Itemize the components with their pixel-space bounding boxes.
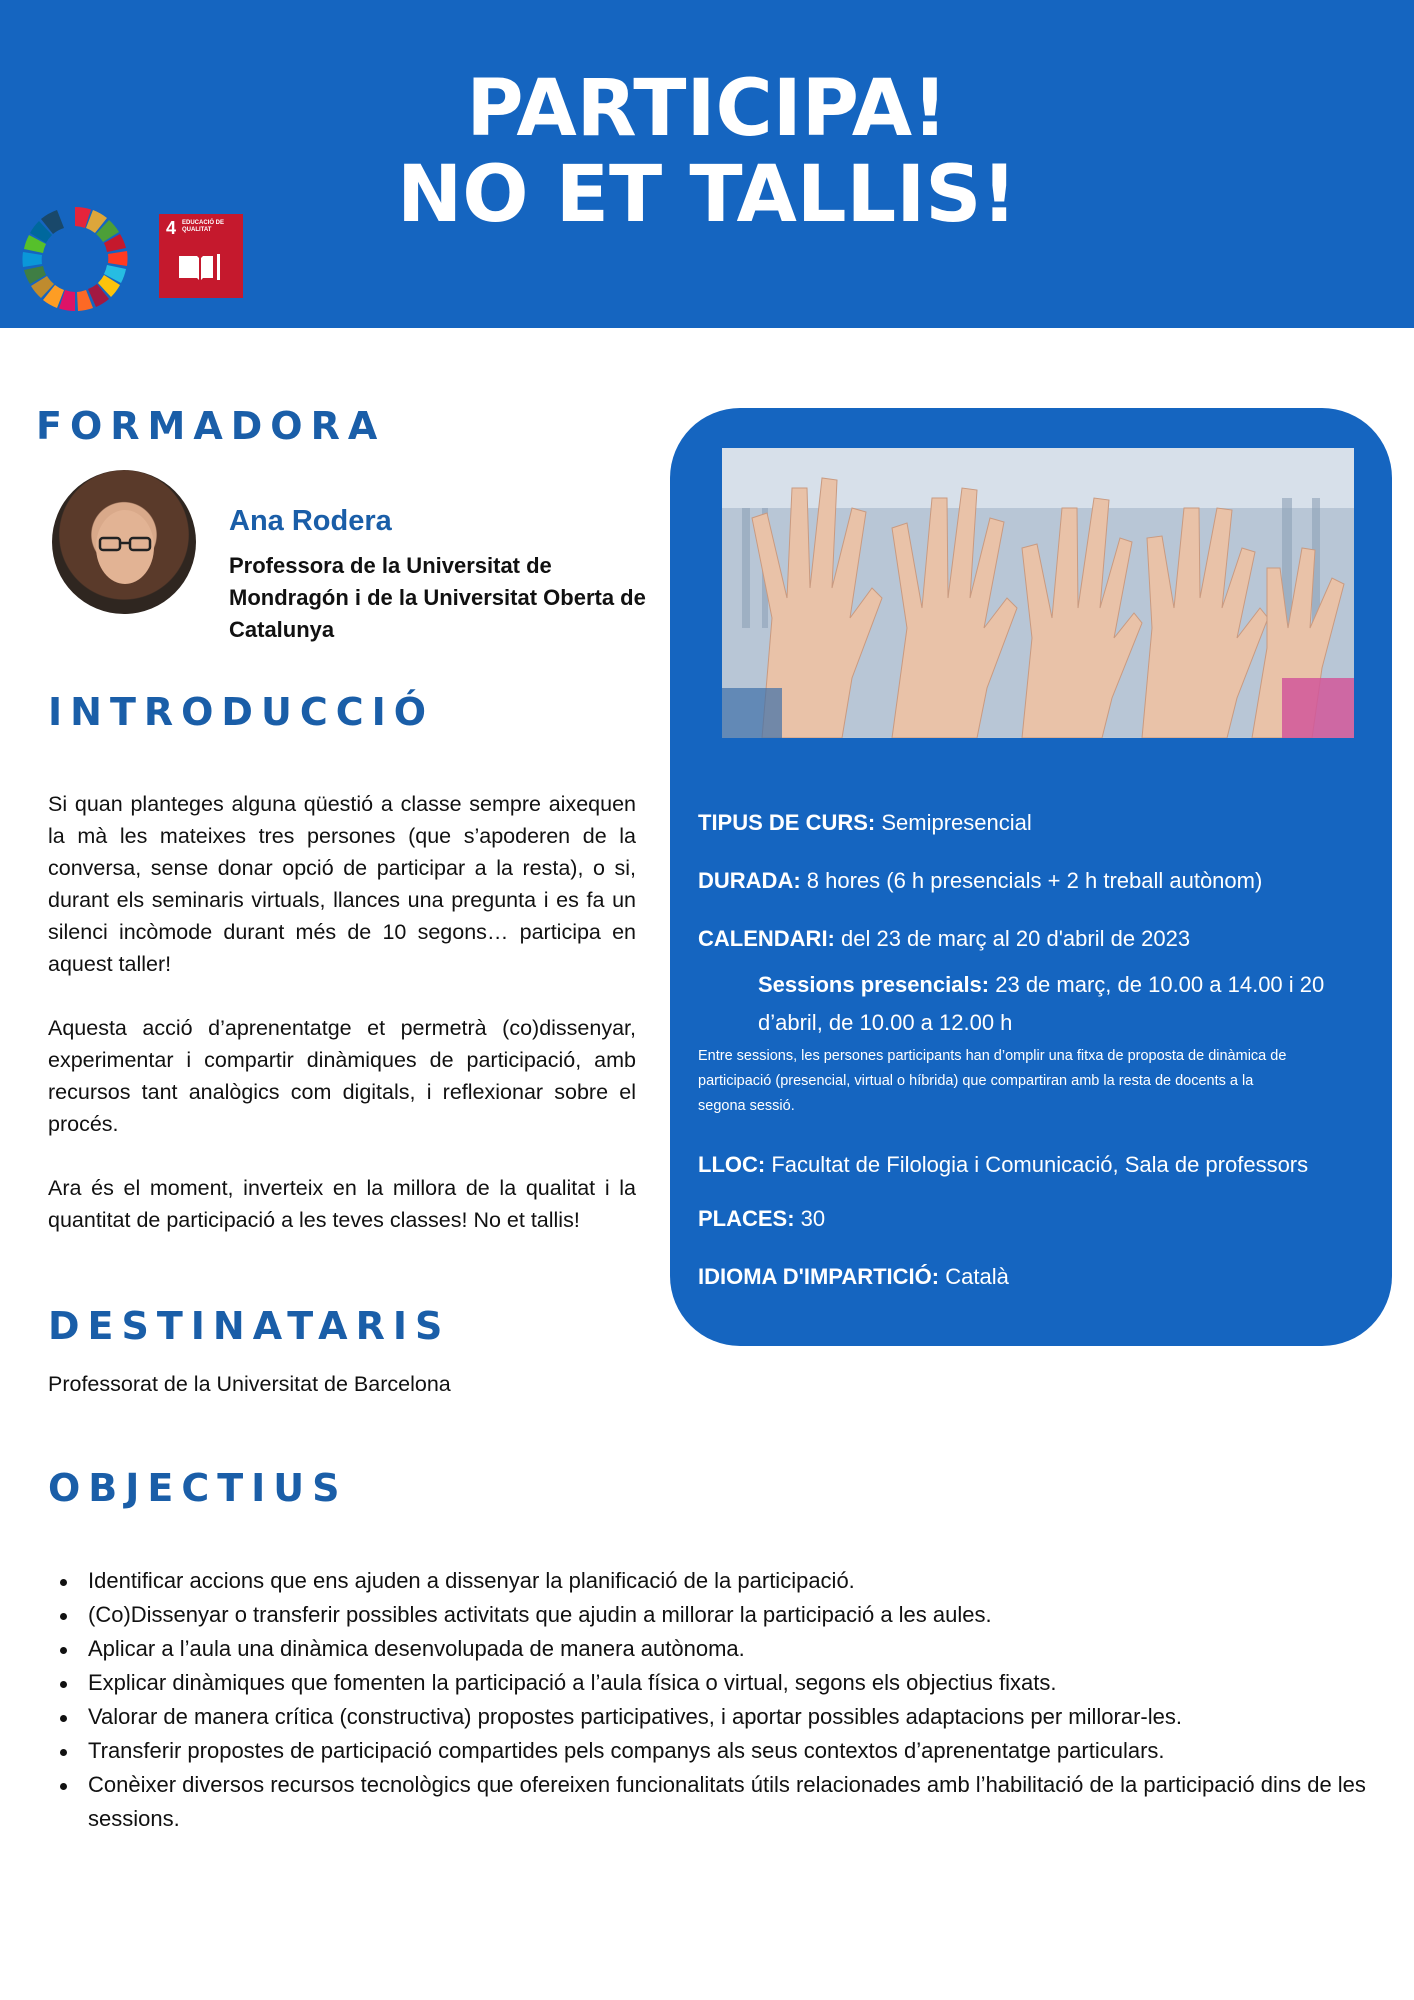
formadora-heading: FORMADORA (36, 404, 386, 448)
destinataris-text: Professorat de la Universitat de Barcelona (48, 1372, 451, 1396)
list-item: Identificar accions que ens ajuden a dissenyar la planificació de la participació. (88, 1564, 1398, 1598)
course-info-panel (670, 408, 1392, 1346)
introduccio-heading: INTRODUCCIÓ (48, 690, 435, 734)
lloc-value: Facultat de Filologia i Comunicació, Sala de professors (765, 1152, 1309, 1177)
trainer-name: Ana Rodera (229, 505, 392, 537)
trainer-role: Professora de la Universitat de Mondragón i de la Universitat Oberta de Catalunya (229, 553, 646, 642)
list-item: Transferir propostes de participació compartides pels companys als seus contextos d’aprenentatge particulars. (88, 1734, 1398, 1768)
title-line-2: NO ET TALLIS! (396, 150, 1018, 240)
sessions-note-1: Entre sessions, les persones participants han d’omplir una fitxa de proposta de dinàmica de (698, 1048, 1287, 1064)
sessions-value-1: 23 de març, de 10.00 a 14.00 i 20 (989, 972, 1325, 997)
intro-paragraph-3: Ara és el moment, inverteix en la millora de la qualitat i la quantitat de participació a les teves classes! No et tallis! (48, 1176, 636, 1232)
lloc-label: LLOC: (698, 1152, 766, 1177)
objectius-heading: OBJECTIUS (48, 1466, 348, 1510)
durada-row (698, 866, 1262, 896)
calendari-value: del 23 de març al 20 d'abril de 2023 (834, 926, 1191, 951)
durada-label: DURADA: (698, 868, 801, 893)
destinataris-heading: DESTINATARIS (48, 1304, 451, 1348)
idioma-value: Català (939, 1264, 1009, 1289)
page-title (0, 66, 1414, 238)
tipus-value: Semipresencial (875, 810, 1032, 835)
durada-value: 8 hores (6 h presencials + 2 h treball autònom) (800, 868, 1263, 893)
sessions-value-2: d’abril, de 10.00 a 12.00 h (758, 1010, 1013, 1035)
list-item: Conèixer diversos recursos tecnològics que ofereixen funcionalitats útils relacionades amb l’habilitació de la participació dins de les sessions. (88, 1768, 1398, 1836)
intro-paragraph-1: Si quan planteges alguna qüestió a classe sempre aixequen la mà les mateixes tres persones (que s’apoderen de la conversa, sense donar opció de participar a la resta), o si, durant els seminaris virtuals, llances una pregunta i es fa un silenci incòmode durant més de 10 segons… participa en aquest taller! (48, 792, 636, 976)
sdg4-education-badge (159, 214, 243, 298)
intro-paragraph-2: Aquesta acció d’aprenentatge et permetrà (co)dissenyar, experimentar i compartir dinàmiques de participació, amb recursos tant analògics com digitals, i reflexionar sobre el procés. (48, 1016, 636, 1136)
calendari-label: CALENDARI: (698, 926, 835, 951)
sdg-wheel-icon (20, 204, 130, 314)
list-item: Valorar de manera crítica (constructiva) propostes participatives, i aportar possibles adaptacions per millorar-les. (88, 1700, 1398, 1734)
sessions-note-2: participació (presencial, virtual o híbrida) que compartiran amb la resta de docents a la (698, 1073, 1254, 1089)
trainer-avatar (52, 470, 196, 614)
list-item: Explicar dinàmiques que fomenten la participació a l’aula física o virtual, segons els objectius fixats. (88, 1666, 1398, 1700)
sessions-label: Sessions presencials: (758, 972, 990, 997)
places-row (698, 1204, 825, 1234)
places-value: 30 (794, 1206, 826, 1231)
objectives-list (48, 1564, 1398, 1836)
sdg-badge-label: EDUCACIÓ DE QUALITAT (182, 220, 225, 233)
list-item: Aplicar a l’aula una dinàmica desenvolupada de manera autònoma. (88, 1632, 1398, 1666)
tipus-label: TIPUS DE CURS: (698, 810, 876, 835)
list-item: (Co)Dissenyar o transferir possibles activitats que ajudin a millorar la participació a les aules. (88, 1598, 1398, 1632)
places-label: PLACES: (698, 1206, 795, 1231)
header-banner (0, 0, 1414, 328)
raised-hands-photo (722, 448, 1354, 738)
book-icon (177, 252, 225, 282)
title-line-1: PARTICIPA! (466, 64, 948, 154)
idioma-row (698, 1262, 1009, 1292)
lloc-row (698, 1150, 1308, 1180)
sdg-badge-number: 4 (166, 218, 177, 238)
calendari-row (698, 924, 1190, 954)
sessions-note-3: segona sessió. (698, 1098, 795, 1114)
tipus-row (698, 808, 1032, 838)
idioma-label: IDIOMA D'IMPARTICIÓ: (698, 1264, 940, 1289)
sessions-row (758, 970, 1324, 1000)
